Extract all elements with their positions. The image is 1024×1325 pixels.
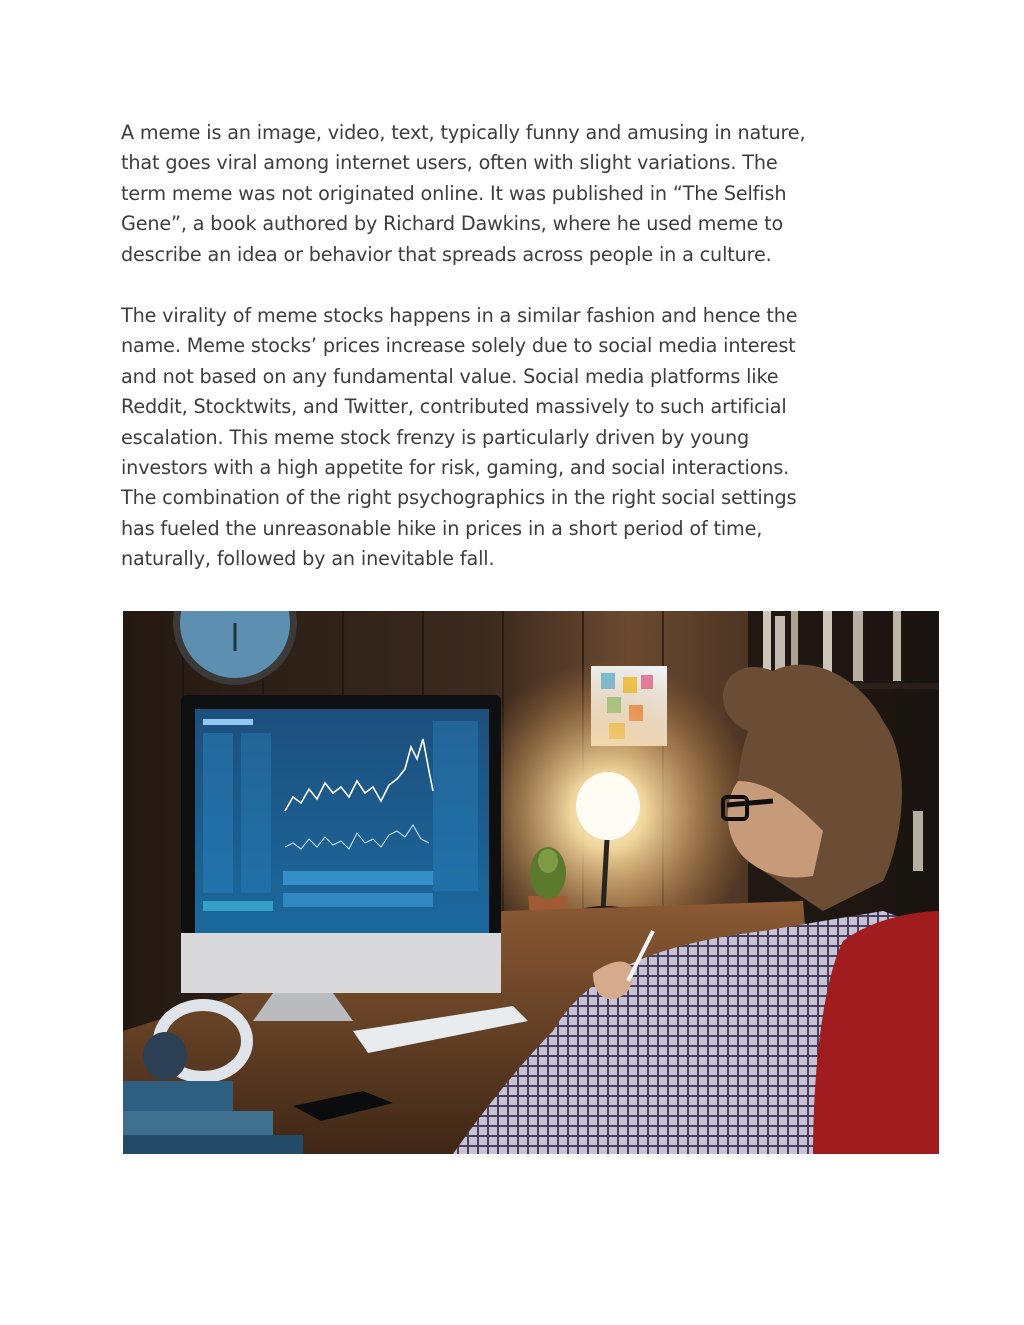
text-line: The virality of meme stocks happens in a similar fashion and hence the bbox=[121, 304, 798, 327]
text-line: Gene”, a book authored by Richard Dawkins, where he used meme to bbox=[121, 212, 784, 236]
paragraph-meme-stocks bbox=[121, 301, 921, 575]
computer-monitor bbox=[181, 695, 501, 1021]
text-line: describe an idea or behavior that spreads across people in a culture. bbox=[121, 242, 772, 266]
text-line: that goes viral among internet users, often with slight variations. The bbox=[121, 151, 778, 175]
text-line: has fueled the unreasonable hike in prices in a short period of time, bbox=[121, 516, 763, 540]
text-line: and not based on any fundamental value. Social media platforms like bbox=[121, 364, 779, 388]
photo-trader-at-computer bbox=[123, 611, 939, 1154]
text-line: term meme was not originated online. It was published in “The Selfish bbox=[121, 181, 787, 205]
text-line: escalation. This meme stock frenzy is particularly driven by young bbox=[121, 425, 750, 449]
text-line: investors with a high appetite for risk, gaming, and social interactions. bbox=[121, 456, 790, 480]
text-line: Reddit, Stocktwits, and Twitter, contributed massively to such artificial bbox=[121, 395, 787, 419]
text-line: A meme is an image, video, text, typically funny and amusing in nature, bbox=[121, 121, 806, 144]
text-line: naturally, followed by an inevitable fall. bbox=[121, 547, 495, 571]
paragraph-meme-definition bbox=[121, 118, 921, 270]
text-line: The combination of the right psychographics in the right social settings bbox=[121, 486, 797, 510]
text-line: name. Meme stocks’ prices increase solely due to social media interest bbox=[121, 334, 796, 358]
